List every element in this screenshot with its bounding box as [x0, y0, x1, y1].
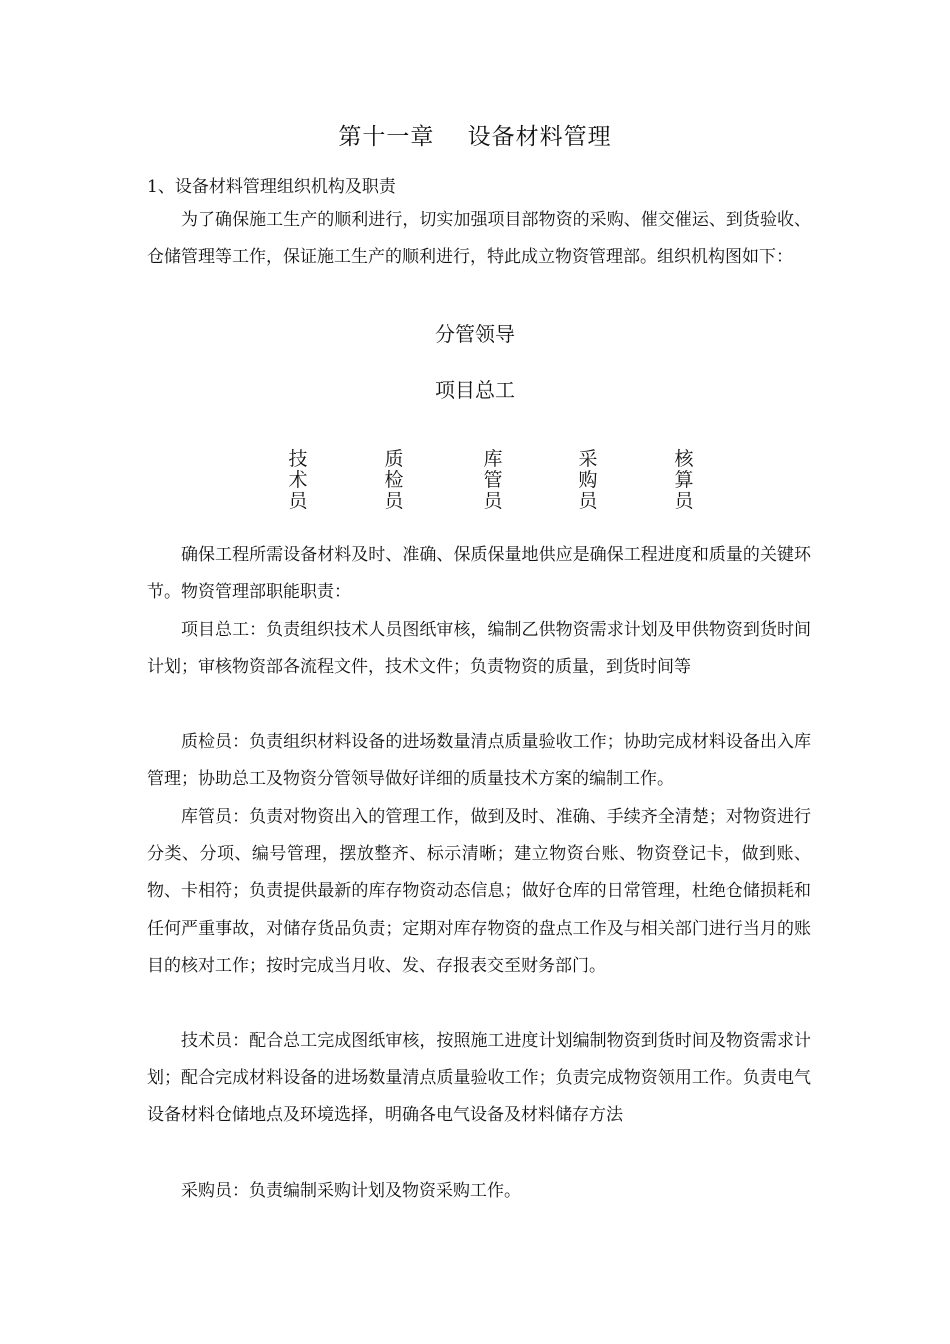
org-staff-node [669, 449, 699, 512]
org-staff-char: 员 [674, 490, 694, 512]
org-staff-char: 购 [578, 469, 598, 491]
org-staff-char: 员 [483, 490, 503, 512]
org-staff-char: 采 [578, 448, 598, 470]
org-staff-char: 库 [483, 448, 503, 470]
org-staff-char: 员 [288, 490, 308, 512]
org-staff-char: 员 [578, 490, 598, 512]
body-paragraph: 技术员：配合总工完成图纸审核，按照施工进度计划编制物资到货时间及物资需求计划；配合完成材料设备的进场数量清点质量验收工作；负责完成物资领用工作。负责电气设备材料仓储地点及环境选择，明确各电气设备及材料储存方法 [147, 1031, 811, 1126]
body-paragraph: 采购员：负责编制采购计划及物资采购工作。 [181, 1181, 521, 1201]
org-middle-node: 项目总工 [435, 378, 515, 402]
chapter-title: 第十一章 设备材料管理 [338, 124, 612, 150]
body-paragraph: 确保工程所需设备材料及时、准确、保质保量地供应是确保工程进度和质量的关键环节。物资管理部职能职责： [147, 545, 811, 603]
org-staff-node [379, 449, 409, 512]
intro-paragraph: 为了确保施工生产的顺利进行，切实加强项目部物资的采购、催交催运、到货验收、仓储管理等工作，保证施工生产的顺利进行，特此成立物资管理部。组织机构图如下： [147, 210, 811, 268]
org-staff-char: 检 [384, 469, 404, 491]
org-staff-node [283, 449, 313, 512]
body-paragraph: 质检员：负责组织材料设备的进场数量清点质量验收工作；协助完成材料设备出入库管理；协助总工及物资分管领导做好详细的质量技术方案的编制工作。 [147, 732, 811, 790]
org-top-node: 分管领导 [435, 322, 515, 346]
section-heading: 1、设备材料管理组织机构及职责 [147, 177, 396, 197]
org-staff-node [478, 449, 508, 512]
org-staff-char: 管 [483, 469, 503, 491]
org-staff-char: 核 [674, 448, 694, 470]
org-staff-char: 技 [288, 448, 308, 470]
org-staff-char: 算 [674, 469, 694, 491]
org-staff-char: 质 [384, 448, 404, 470]
body-paragraph: 库管员：负责对物资出入的管理工作，做到及时、准确、手续齐全清楚；对物资进行分类、分项、编号管理，摆放整齐、标示清晰；建立物资台账、物资登记卡，做到账、物、卡相符；负责提供最新的库存物资动态信息；做好仓库的日常管理，杜绝仓储损耗和任何严重事故，对储存货品负责；定期对库存物资的盘点工作及与相关部门进行当月的账目的核对工作；按时完成当月收、发、存报表交至财务部门。 [147, 807, 811, 976]
org-staff-node [573, 449, 603, 512]
org-staff-char: 术 [288, 469, 308, 491]
body-paragraph: 项目总工：负责组织技术人员图纸审核，编制乙供物资需求计划及甲供物资到货时间计划；审核物资部各流程文件，技术文件；负责物资的质量，到货时间等 [147, 620, 811, 678]
org-staff-char: 员 [384, 490, 404, 512]
